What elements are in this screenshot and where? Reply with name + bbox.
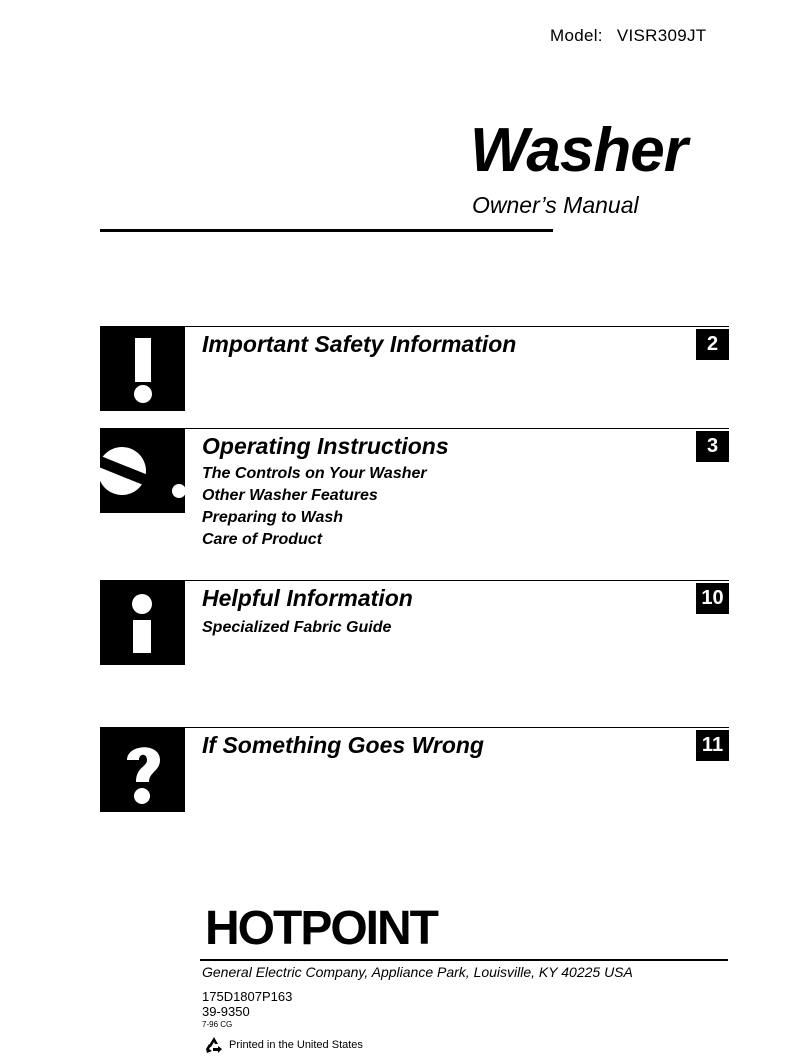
brand-logo: HOTPOINT xyxy=(205,902,437,955)
recycle-icon xyxy=(204,1036,224,1054)
page-number-badge: 3 xyxy=(696,431,729,462)
section-title: Important Safety Information xyxy=(202,331,517,357)
dial-icon xyxy=(100,428,185,513)
section-title: If Something Goes Wrong xyxy=(202,732,484,758)
page-subtitle: Owner’s Manual xyxy=(472,192,639,218)
exclamation-icon xyxy=(100,326,185,411)
printed-text: Printed in the United States xyxy=(229,1039,363,1051)
date-code: 7-96 CG xyxy=(202,1020,233,1029)
section-troubleshooting[interactable] xyxy=(100,727,729,813)
section-title: Helpful Information xyxy=(202,585,413,611)
page-number-badge: 11 xyxy=(696,730,729,761)
doc-number: 39-9350 xyxy=(202,1004,250,1019)
list-item[interactable]: Care of Product xyxy=(202,531,323,548)
model-line xyxy=(550,26,706,46)
list-item[interactable]: The Controls on Your Washer xyxy=(202,465,427,482)
brand-divider xyxy=(200,959,728,961)
question-icon xyxy=(100,727,185,812)
list-item[interactable]: Specialized Fabric Guide xyxy=(202,619,392,636)
section-divider xyxy=(185,727,729,728)
list-item[interactable]: Preparing to Wash xyxy=(202,509,344,526)
page-number-badge: 10 xyxy=(696,583,729,614)
company-address: General Electric Company, Appliance Park, Louisville, KY 40225 USA xyxy=(202,964,633,980)
section-helpful[interactable] xyxy=(100,580,729,666)
section-operating[interactable] xyxy=(100,428,729,553)
section-title: Operating Instructions xyxy=(202,433,449,459)
section-safety[interactable] xyxy=(100,326,729,412)
section-divider xyxy=(185,428,729,429)
section-divider xyxy=(185,580,729,581)
model-value: VISR309JT xyxy=(616,26,707,45)
section-items xyxy=(202,463,427,551)
page-number-badge: 2 xyxy=(696,329,729,360)
title-divider xyxy=(100,229,553,232)
section-divider xyxy=(185,326,729,327)
model-label: Model: xyxy=(550,26,603,45)
page-title: Washer xyxy=(470,116,687,185)
part-number: 175D1807P163 xyxy=(202,989,293,1004)
printed-notice xyxy=(204,1036,363,1054)
section-items xyxy=(202,617,391,639)
list-item[interactable]: Other Washer Features xyxy=(202,487,378,504)
info-icon xyxy=(100,580,185,665)
